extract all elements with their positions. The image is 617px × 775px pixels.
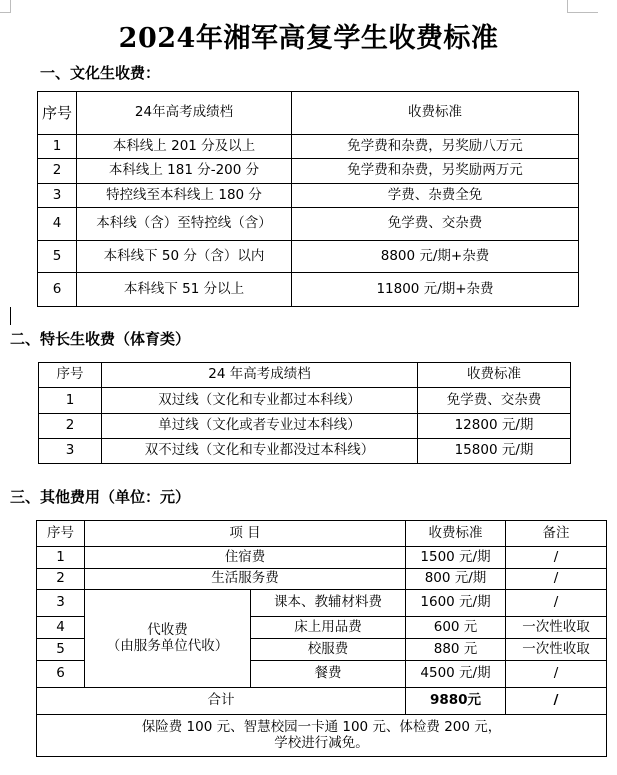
header-item: 项 目: [85, 521, 406, 547]
row-no: 2: [37, 569, 85, 590]
row-tier: 本科线（含）至特控线（含）: [77, 208, 292, 241]
header-note: 备注: [506, 521, 607, 547]
header-no: 序号: [39, 363, 102, 388]
header-tier: 24 年高考成绩档: [102, 363, 418, 388]
header-no: 序号: [37, 521, 85, 547]
page-corner-mark-right: [567, 0, 598, 13]
table-row: [37, 547, 607, 569]
other-fee-table: [36, 520, 607, 757]
row-no: 2: [38, 159, 77, 184]
total-row: [37, 688, 607, 715]
section-heading-sports: 二、特长生收费（体育类）: [10, 330, 191, 348]
row-note: /: [506, 661, 607, 688]
footnote: [37, 715, 607, 757]
section-heading-culture: 一、文化生收费：: [40, 64, 161, 82]
group-label-collected-fees: [85, 590, 251, 688]
row-fee: 免学费、交杂费: [292, 208, 579, 241]
header-fee: 收费标准: [292, 92, 579, 135]
table-row: [39, 388, 571, 414]
sports-fee-table: [38, 362, 571, 464]
row-item: 生活服务费: [85, 569, 406, 590]
table-row: [37, 590, 607, 617]
row-note: 一次性收取: [506, 617, 607, 639]
row-tier: 本科线上 201 分及以上: [77, 135, 292, 159]
header-no: 序号: [38, 92, 77, 135]
section-heading-other: 三、其他费用（单位：元）: [10, 488, 191, 506]
culture-fee-table: [37, 91, 579, 307]
row-fee: 8800 元/期+杂费: [292, 241, 579, 273]
row-fee: 学费、杂费全免: [292, 184, 579, 208]
document-title: 2024年湘军高复学生收费标准: [118, 23, 499, 54]
group-label-line1: 代收费: [147, 621, 188, 638]
row-tier: 双不过线（文化和专业都没过本科线）: [102, 439, 418, 464]
row-tier: 单过线（文化或者专业过本科线）: [102, 414, 418, 439]
table-row: [39, 414, 571, 439]
row-tier: 双过线（文化和专业都过本科线）: [102, 388, 418, 414]
row-no: 1: [37, 547, 85, 569]
table-header-row: [39, 363, 571, 388]
header-tier: 24年高考成绩档: [77, 92, 292, 135]
table-row: [37, 569, 607, 590]
header-fee: 收费标准: [406, 521, 506, 547]
row-no: 3: [38, 184, 77, 208]
header-fee: 收费标准: [418, 363, 571, 388]
table-header-row: [37, 521, 607, 547]
row-note: /: [506, 547, 607, 569]
row-fee: 1600 元/期: [406, 590, 506, 617]
row-item: 床上用品费: [251, 617, 406, 639]
table-row: [38, 184, 579, 208]
row-fee: 600 元: [406, 617, 506, 639]
row-fee: 11800 元/期+杂费: [292, 273, 579, 307]
row-fee: 880 元: [406, 639, 506, 661]
row-item: 住宿费: [85, 547, 406, 569]
row-no: 1: [39, 388, 102, 414]
row-no: 1: [38, 135, 77, 159]
row-fee: 1500 元/期: [406, 547, 506, 569]
row-fee: 15800 元/期: [418, 439, 571, 464]
row-no: 4: [38, 208, 77, 241]
text-cursor: [10, 307, 11, 325]
total-note: /: [506, 688, 607, 715]
row-no: 6: [37, 661, 85, 688]
row-item: 餐费: [251, 661, 406, 688]
row-tier: 本科线上 181 分-200 分: [77, 159, 292, 184]
footnote-line2: 学校进行减免。: [274, 734, 369, 751]
footnote-row: [37, 715, 607, 757]
row-no: 2: [39, 414, 102, 439]
row-no: 4: [37, 617, 85, 639]
row-tier: 本科线下 50 分（含）以内: [77, 241, 292, 273]
table-row: [38, 159, 579, 184]
row-no: 3: [39, 439, 102, 464]
group-label-line2: （由服务单位代收）: [106, 637, 229, 654]
row-tier: 特控线至本科线上 180 分: [77, 184, 292, 208]
total-value: 9880元: [406, 688, 506, 715]
row-no: 5: [37, 639, 85, 661]
row-fee: 免学费、交杂费: [418, 388, 571, 414]
table-row: [38, 135, 579, 159]
row-note: /: [506, 590, 607, 617]
row-no: 3: [37, 590, 85, 617]
row-no: 6: [38, 273, 77, 307]
footnote-line1: 保险费 100 元、智慧校园一卡通 100 元、体检费 200 元，: [141, 718, 502, 735]
row-note: /: [506, 569, 607, 590]
row-fee: 免学费和杂费，另奖励两万元: [292, 159, 579, 184]
table-row: [39, 439, 571, 464]
row-fee: 800 元/期: [406, 569, 506, 590]
table-header-row: [38, 92, 579, 135]
row-tier: 本科线下 51 分以上: [77, 273, 292, 307]
page-corner-mark-left: [0, 0, 11, 13]
row-note: 一次性收取: [506, 639, 607, 661]
row-fee: 免学费和杂费，另奖励八万元: [292, 135, 579, 159]
table-row: [38, 241, 579, 273]
row-fee: 4500 元/期: [406, 661, 506, 688]
row-item: 课本、教辅材料费: [251, 590, 406, 617]
table-row: [38, 208, 579, 241]
row-fee: 12800 元/期: [418, 414, 571, 439]
table-row: [38, 273, 579, 307]
row-item: 校服费: [251, 639, 406, 661]
row-no: 5: [38, 241, 77, 273]
total-label: 合计: [37, 688, 406, 715]
